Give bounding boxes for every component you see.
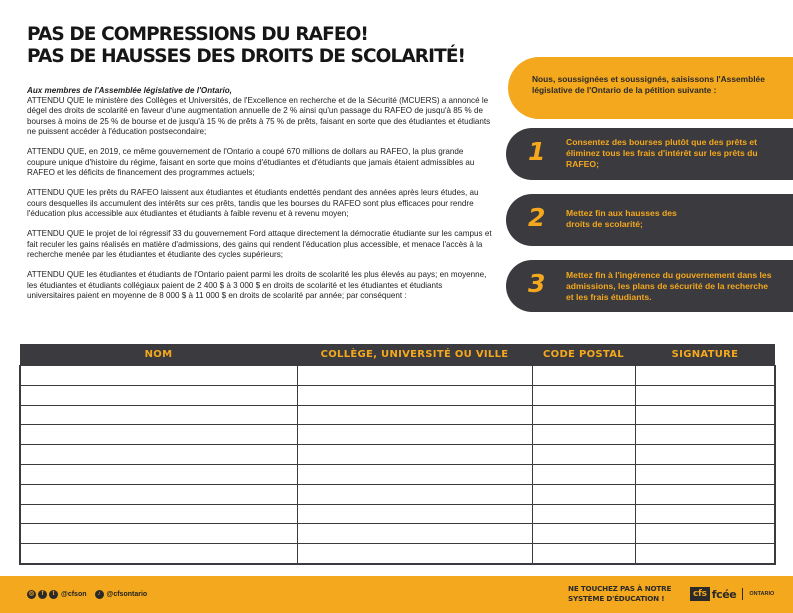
logo-region: ONTARIO bbox=[749, 591, 775, 597]
table-row bbox=[20, 405, 775, 425]
college-cell[interactable] bbox=[297, 504, 532, 524]
signature-cell[interactable] bbox=[635, 464, 775, 484]
postal-code-cell[interactable] bbox=[532, 445, 635, 465]
table-row bbox=[20, 425, 775, 445]
name-cell[interactable] bbox=[20, 366, 297, 386]
footer bbox=[0, 576, 793, 613]
column-header-signature: SIGNATURE bbox=[635, 344, 775, 366]
postal-code-cell[interactable] bbox=[532, 366, 635, 386]
logo-cfs: cfs bbox=[690, 587, 710, 601]
college-cell[interactable] bbox=[297, 484, 532, 504]
signature-cell[interactable] bbox=[635, 524, 775, 544]
demand-text: Consentez des bourses plutôt que des prêts et éliminez tous les frais d'intérêt sur les prêts du RAFEO; bbox=[566, 137, 758, 169]
postal-code-cell[interactable] bbox=[532, 544, 635, 564]
petition-body bbox=[27, 86, 492, 311]
demand-number: 2 bbox=[528, 203, 546, 232]
signature-cell[interactable] bbox=[635, 544, 775, 564]
table-row bbox=[20, 445, 775, 465]
banner-text: Nous, soussignées et soussignés, saisissons l'Assemblée législative de l'Ontario de la pétition suivante : bbox=[532, 74, 765, 95]
college-cell[interactable] bbox=[297, 405, 532, 425]
demand-number: 3 bbox=[528, 269, 546, 298]
college-cell[interactable] bbox=[297, 544, 532, 564]
petition-banner bbox=[508, 57, 793, 119]
petition-paragraph-4: ATTENDU QUE le projet de loi régressif 33 du gouvernement Ford attaque directement la démocratie étudiante sur les campus et fait reculer les gains réalisés en matière d'admissions, des gains qui rendent l'éducation plus accessible, et menace l'accès à la recherche menée par les étudiantes et étudiante des cycles supérieurs; bbox=[27, 229, 492, 259]
petition-paragraph-2: ATTENDU QUE, en 2019, ce même gouvernement de l'Ontario a coupé 670 millions de dollars au RAFEO, la plus grande coupure unique d'histoire du régime, faisant en sorte que moins d'étudiantes et d'étudiants que jamais étaient admissibles au RAFEO et les déficits de financement des programmes actuels; bbox=[27, 147, 475, 177]
demand-3 bbox=[506, 260, 793, 312]
column-header-nom: NOM bbox=[20, 344, 297, 366]
name-cell[interactable] bbox=[20, 524, 297, 544]
cfs-logo bbox=[690, 587, 774, 601]
postal-code-cell[interactable] bbox=[532, 425, 635, 445]
demand-2 bbox=[506, 194, 793, 246]
name-cell[interactable] bbox=[20, 464, 297, 484]
signature-cell[interactable] bbox=[635, 405, 775, 425]
facebook-icon[interactable]: f bbox=[38, 590, 47, 599]
signature-cell[interactable] bbox=[635, 504, 775, 524]
postal-code-cell[interactable] bbox=[532, 385, 635, 405]
petition-paragraph-1: ATTENDU QUE le ministère des Collèges et Universités, de l'Excellence en recherche et de la Sécurité (MCUERS) a annoncé le dégel des droits de scolarité en faveur d'une augmentation annuelle de 2 % ainsi qu'un passage du RAFEO de jusqu'à 85 % de bourses à moins de 25 % de bourse et de jusqu'à 15 % de prêts à 75 % de prêts, faisant en sorte que des étudiantes et étudiants ne puissent accéder à l'éducation postsecondaire; bbox=[27, 96, 491, 136]
social-links bbox=[27, 590, 153, 599]
postal-code-cell[interactable] bbox=[532, 524, 635, 544]
demand-number: 1 bbox=[528, 137, 546, 166]
name-cell[interactable] bbox=[20, 484, 297, 504]
title-line-1: PAS DE COMPRESSIONS DU RAFEO! bbox=[27, 24, 368, 45]
postal-code-cell[interactable] bbox=[532, 504, 635, 524]
logo-divider bbox=[742, 588, 743, 600]
signature-table-header bbox=[20, 344, 775, 366]
table-row bbox=[20, 385, 775, 405]
postal-code-cell[interactable] bbox=[532, 464, 635, 484]
tiktok-handle[interactable]: @cfsontario bbox=[106, 591, 148, 598]
name-cell[interactable] bbox=[20, 544, 297, 564]
signature-cell[interactable] bbox=[635, 425, 775, 445]
signature-cell[interactable] bbox=[635, 385, 775, 405]
petition-salutation: Aux membres de l'Assemblée législative de l'Ontario, bbox=[27, 86, 232, 95]
name-cell[interactable] bbox=[20, 445, 297, 465]
college-cell[interactable] bbox=[297, 445, 532, 465]
table-row bbox=[20, 544, 775, 564]
college-cell[interactable] bbox=[297, 385, 532, 405]
table-row bbox=[20, 464, 775, 484]
instagram-icon[interactable]: ◎ bbox=[28, 591, 35, 597]
column-header-college: COLLÈGE, UNIVERSITÉ OU VILLE bbox=[297, 344, 532, 366]
name-cell[interactable] bbox=[20, 405, 297, 425]
postal-code-cell[interactable] bbox=[532, 405, 635, 425]
name-cell[interactable] bbox=[20, 425, 297, 445]
title-line-2: PAS DE HAUSSES DES DROITS DE SCOLARITÉ! bbox=[27, 46, 466, 67]
logo-fcee: fcée bbox=[711, 587, 737, 601]
tiktok-icon[interactable]: ♪ bbox=[95, 590, 104, 599]
signature-cell[interactable] bbox=[635, 366, 775, 386]
twitter-icon[interactable]: t bbox=[49, 590, 58, 599]
name-cell[interactable] bbox=[20, 504, 297, 524]
signature-cell[interactable] bbox=[635, 484, 775, 504]
college-cell[interactable] bbox=[297, 524, 532, 544]
table-row bbox=[20, 524, 775, 544]
signature-cell[interactable] bbox=[635, 445, 775, 465]
name-cell[interactable] bbox=[20, 385, 297, 405]
footer-slogan bbox=[568, 584, 671, 604]
demand-text: Mettez fin à l'ingérence du gouvernement dans les admissions, les plans de sécurité de la recherche et les frais étudiants. bbox=[566, 270, 772, 302]
petition-paragraph-3: ATTENDU QUE les prêts du RAFEO laissent aux étudiantes et étudiants endettés pendant des années après leurs études, au cours desquelles ils accumulent des intérêts sur ces prêts, tandis que les bourses du RAFEO sont plus efficaces pour rendre l'éducation plus accessible aux étudiantes et étudiants à faible revenu et à revenu moyen; bbox=[27, 188, 479, 218]
petition-paragraph-5: ATTENDU QUE les étudiantes et étudiants de l'Ontario paient parmi les droits de scolarité les plus élevés au pays; en moyenne, les étudiantes et étudiants collégiaux paient de 2 400 $ à 3 000 $ en droits de scolarité et les étudiantes et étudiants universitaires paient en moyenne de 8 000 $ à 11 000 $ en droits de scolarité par année; par conséquent : bbox=[27, 270, 487, 300]
slogan-line-2: SYSTÈME D'ÉDUCATION ! bbox=[568, 594, 665, 603]
postal-code-cell[interactable] bbox=[532, 484, 635, 504]
table-row bbox=[20, 504, 775, 524]
slogan-line-1: NE TOUCHEZ PAS À NOTRE bbox=[568, 584, 672, 593]
social-handle[interactable]: @cfson bbox=[61, 591, 87, 598]
table-row bbox=[20, 484, 775, 504]
college-cell[interactable] bbox=[297, 464, 532, 484]
demand-1 bbox=[506, 128, 793, 180]
signature-table bbox=[19, 344, 776, 565]
table-row bbox=[20, 366, 775, 386]
column-header-postal-code: CODE POSTAL bbox=[532, 344, 635, 366]
college-cell[interactable] bbox=[297, 425, 532, 445]
college-cell[interactable] bbox=[297, 366, 532, 386]
demand-text: Mettez fin aux hausses des droits de scolarité; bbox=[566, 208, 677, 229]
page-title bbox=[27, 24, 507, 68]
